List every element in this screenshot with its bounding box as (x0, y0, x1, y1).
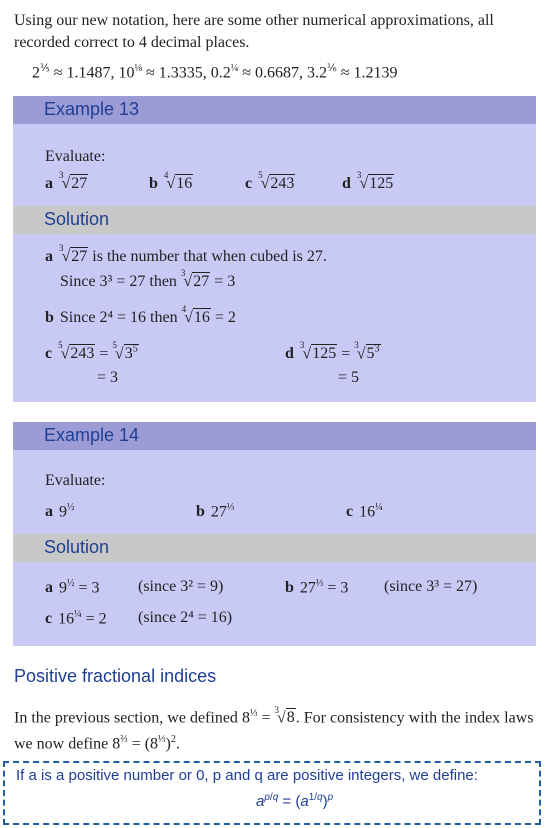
definition-text: If a is a positive number or 0, p and q are positive integers, we define: (16, 767, 478, 784)
example-14-solution-body (13, 562, 536, 646)
ex13-sol-a-line2: Since 3³ = 27 then $^3$√27 = 3 (60, 268, 236, 290)
ex13-part-c: c $^5$√243 (245, 170, 295, 192)
ex14-part-a: a $9^{\frac{1}{2}}$ (45, 502, 75, 521)
definition-formula: $a^{p/q} = (a^{1/q})^p$ (256, 792, 334, 810)
example-14-header (13, 422, 536, 450)
ex14-sol-a: a $9^{\frac{1}{2}} = 3$ (45, 578, 100, 597)
example-13-evaluate: Evaluate: (45, 148, 106, 165)
ex13-part-b: b $^4$√16 (149, 170, 193, 192)
ex13-part-a: a $^3$√27 (45, 170, 88, 192)
ex14-part-b: b $27^{\frac{1}{3}}$ (196, 502, 235, 521)
ex13-sol-c: $c^5√243 = ^5√3^5$ (45, 340, 138, 363)
example-14-solution-header (13, 534, 536, 562)
section-paragraph: In the previous section, we defined $8^{\frac{1}{3}} = ^3√8$. For consistency with the index laws we now define $8^{\frac{2}{3}} = (8^{\frac{1}{3}})^2$. (14, 705, 534, 753)
section-title: Positive fractional indices (14, 666, 217, 686)
example-13-title: Example 13 (44, 99, 140, 119)
ex14-part-c: c $16^{\frac{1}{4}}$ (346, 502, 383, 521)
ex13-sol-d-result: = 5 (338, 369, 360, 386)
intro-text: Using our new notation, here are some other numerical approximations, all recorded correct to 4 decimal places. (14, 12, 494, 51)
ex14-sol-b-note: (since 3³ = 27) (384, 578, 478, 595)
ex14-sol-c: c $16^{\frac{1}{4}} = 2$ (45, 609, 107, 628)
example-13-header (13, 96, 536, 124)
example-13-solution-title: Solution (44, 209, 110, 229)
ex14-sol-c-note: (since 2⁴ = 16) (138, 609, 233, 626)
example-14-title: Example 14 (44, 425, 140, 445)
example-14-evaluate: Evaluate: (45, 472, 106, 489)
example-13-solution-header (13, 206, 536, 234)
example-14-body (13, 450, 536, 534)
approximations-line: $2^{\frac{1}{5}} \approx 1.1487$, $10^{\frac{1}{8}} \approx 1.3335$, $0.2^{\frac{1}{4}} \approx 0.6687$, $3.2^{\frac{1}{6}} \approx 1.2139$ (32, 63, 398, 82)
ex13-sol-a-line1: a $^3$√27 is the number that when cubed is 27. (45, 243, 327, 265)
ex13-sol-b: b Since 2⁴ = 16 then $^4$√16 = 2 (45, 304, 236, 326)
ex13-sol-c-result: = 3 (97, 369, 119, 386)
example-14-solution-title: Solution (44, 537, 110, 557)
ex13-sol-d: $d^3√125 = ^3√5^3$ (285, 340, 380, 363)
ex14-sol-b: b $27^{\frac{1}{3}} = 3$ (285, 578, 349, 597)
ex13-part-d: d $^3$√125 (342, 170, 394, 192)
ex14-sol-a-note: (since 3² = 9) (138, 578, 224, 595)
